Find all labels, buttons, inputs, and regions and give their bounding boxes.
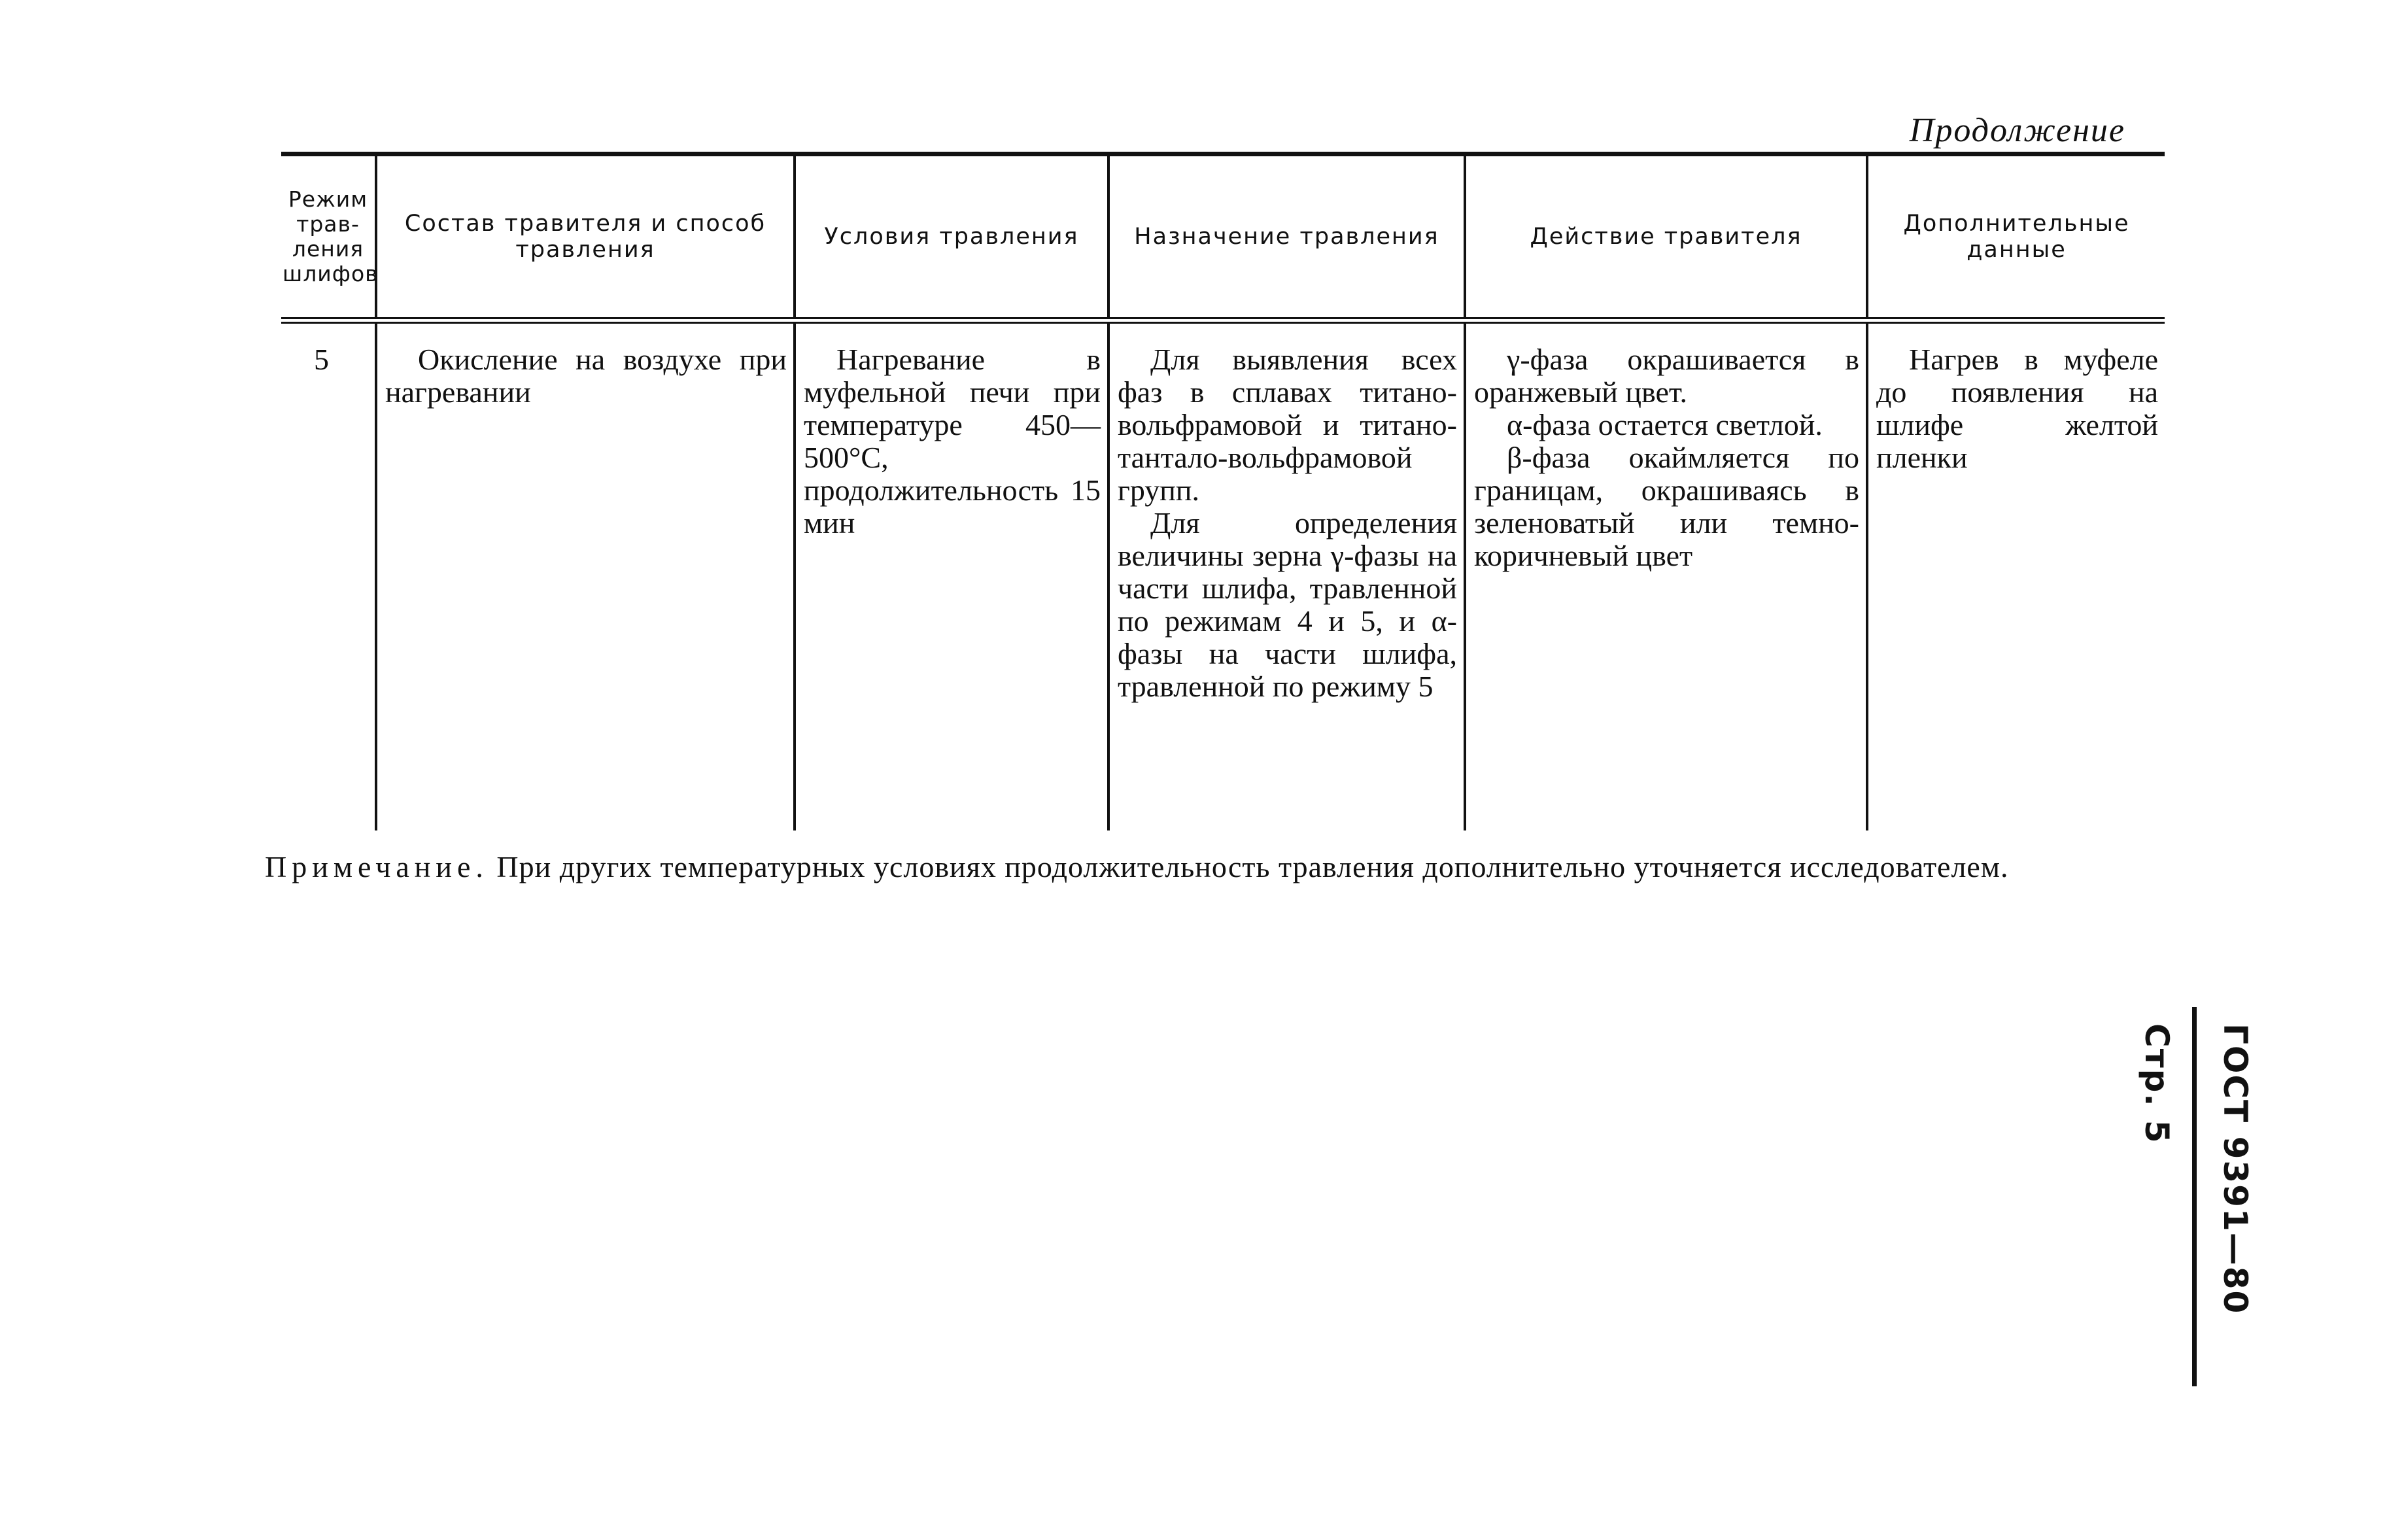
header-purpose: Назначение травления (1108, 154, 1465, 321)
action-paragraph-1: γ-фаза окрашивается в оранжевый цвет. (1474, 343, 1859, 409)
conditions-text: Нагревание в муфельной печи при температуре 450—500°С, продолжительность 15 мин (804, 343, 1101, 539)
cell-mode: 5 (314, 343, 329, 376)
table-row (281, 320, 2165, 830)
standard-page-label: ГОСТ 9391—80 Стр. 5 (2138, 1023, 2254, 1315)
cell-action (1465, 320, 1867, 830)
action-paragraph-2: α-фаза остается светлой. (1507, 408, 1823, 441)
header-mode: Режим трав-ления шлифов (283, 186, 379, 286)
action-paragraph-3: β-фаза окаймляется по границам, окрашиваясь в зеленоватый или темно-коричневый цвет (1474, 441, 1859, 572)
purpose-paragraph-1: Для выявления всех фаз в сплавах титано-вольфрамовой и титано-тантало-вольфрамовой групп. (1118, 343, 1457, 507)
header-extra: Дополнительные данные (1867, 154, 2165, 321)
header-composition: Состав травителя и способ травления (376, 154, 795, 321)
etching-table (281, 152, 2165, 830)
continuation-label: Продолжение (1909, 112, 2125, 149)
table-header-row (281, 154, 2165, 321)
header-conditions: Условия травления (795, 154, 1108, 321)
cell-purpose (1108, 320, 1465, 830)
cell-conditions (795, 320, 1108, 830)
note-label: Примечание. (265, 850, 489, 883)
purpose-paragraph-2: Для определения величины зерна γ-фазы на части шлифа, травленной по режимам 4 и 5, и α-фазы на части шлифа, травленной по режиму 5 (1118, 506, 1457, 703)
note-text: При других температурных условиях продолжительность травления дополнительно уточняется исследователем. (496, 850, 2009, 883)
footnote (265, 850, 2148, 884)
header-action: Действие травителя (1465, 154, 1867, 321)
cell-extra (1867, 320, 2165, 830)
extra-text: Нагрев в муфеле до появления на шлифе желтой пленки (1876, 343, 2158, 474)
cell-composition (376, 320, 795, 830)
composition-text: Окисление на воздухе при нагревании (385, 343, 787, 409)
